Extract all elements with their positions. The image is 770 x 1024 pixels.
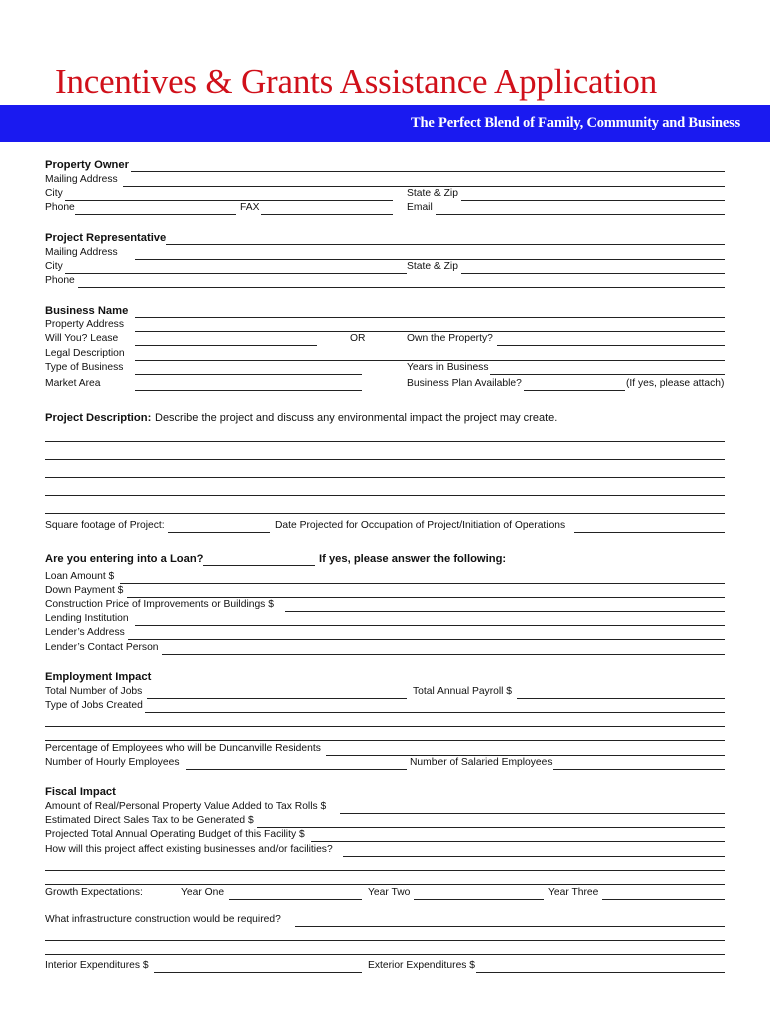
year-one-label: Year One <box>181 887 225 898</box>
property-owner-field[interactable] <box>131 171 725 172</box>
project-representative-field[interactable] <box>166 244 725 245</box>
type-of-jobs-field[interactable] <box>145 712 725 713</box>
lease-label: Will You? Lease <box>45 333 119 344</box>
salaried-employees-field[interactable] <box>553 769 725 770</box>
employment-impact-heading: Employment Impact <box>45 671 152 683</box>
construction-price-label: Construction Price of Improvements or Buildings $ <box>45 599 274 610</box>
property-owner-heading: Property Owner <box>45 159 129 171</box>
lease-row <box>0 332 770 347</box>
business-plan-label: Business Plan Available? <box>407 378 522 389</box>
hourly-employees-field[interactable] <box>186 769 407 770</box>
sales-tax-row <box>0 814 770 829</box>
total-payroll-label: Total Annual Payroll $ <box>413 686 513 697</box>
operating-budget-label: Projected Total Annual Operating Budget of this Facility $ <box>45 829 305 840</box>
down-payment-row <box>0 584 770 599</box>
owner-fax-field[interactable] <box>261 214 393 215</box>
owner-fax-label: FAX <box>240 202 260 213</box>
rep-city-row <box>0 260 770 275</box>
construction-price-row <box>0 598 770 613</box>
total-jobs-label: Total Number of Jobs <box>45 686 143 697</box>
market-area-label: Market Area <box>45 378 101 389</box>
square-footage-field[interactable] <box>168 532 270 533</box>
infrastructure-label: What infrastructure construction would be required? <box>45 914 281 925</box>
hourly-employees-label: Number of Hourly Employees <box>45 757 180 768</box>
market-area-field[interactable] <box>135 390 362 391</box>
type-of-jobs-row <box>0 699 770 714</box>
legal-description-label: Legal Description <box>45 348 125 359</box>
project-description-line-5[interactable] <box>45 513 725 514</box>
owner-city-row <box>0 187 770 202</box>
lending-institution-row <box>0 612 770 627</box>
owner-city-label: City <box>45 188 63 199</box>
affect-businesses-field[interactable] <box>343 856 725 857</box>
hourly-employees-row <box>0 756 770 771</box>
exterior-expenditures-field[interactable] <box>476 972 725 973</box>
square-footage-label: Square footage of Project: <box>45 520 165 531</box>
rep-phone-label: Phone <box>45 275 75 286</box>
project-description-line-3[interactable] <box>45 477 725 478</box>
loan-if-yes-label: If yes, please answer the following: <box>319 553 507 565</box>
loan-amount-row <box>0 570 770 585</box>
rep-mailing-row <box>0 246 770 261</box>
type-of-business-row <box>0 361 770 376</box>
project-description-row <box>0 411 770 426</box>
exterior-expenditures-label: Exterior Expenditures $ <box>368 960 476 971</box>
own-property-field[interactable] <box>497 345 725 346</box>
infrastructure-line-2[interactable] <box>45 940 725 941</box>
fiscal-impact-heading: Fiscal Impact <box>45 786 116 798</box>
square-footage-row <box>0 519 770 534</box>
interior-expenditures-field[interactable] <box>154 972 362 973</box>
lenders-contact-label: Lender’s Contact Person <box>45 642 159 653</box>
or-label: OR <box>350 333 366 344</box>
lenders-address-field[interactable] <box>128 639 725 640</box>
infrastructure-field[interactable] <box>295 926 725 927</box>
business-plan-field[interactable] <box>524 390 625 391</box>
employment-heading-row <box>0 670 770 685</box>
infrastructure-line-3[interactable] <box>45 954 725 955</box>
year-two-label: Year Two <box>368 887 411 898</box>
rep-state-zip-label: State & Zip <box>407 261 458 272</box>
affect-businesses-row <box>0 843 770 858</box>
type-of-jobs-label: Type of Jobs Created <box>45 700 143 711</box>
operating-budget-field[interactable] <box>311 841 725 842</box>
date-projected-label: Date Projected for Occupation of Project/Initiation of Operations <box>275 520 566 531</box>
form-title: Incentives & Grants Assistance Application <box>55 62 658 101</box>
rep-mailing-label: Mailing Address <box>45 247 118 258</box>
year-one-field[interactable] <box>229 899 362 900</box>
lenders-address-label: Lender’s Address <box>45 627 125 638</box>
project-description-line-1[interactable] <box>45 441 725 442</box>
rep-phone-row <box>0 274 770 289</box>
project-description-line-2[interactable] <box>45 459 725 460</box>
property-address-label: Property Address <box>45 319 124 330</box>
owner-mailing-label: Mailing Address <box>45 174 118 185</box>
lenders-address-row <box>0 626 770 641</box>
total-jobs-row <box>0 685 770 700</box>
percentage-residents-label: Percentage of Employees who will be Duncanville Residents <box>45 743 321 754</box>
rep-phone-field[interactable] <box>78 287 725 288</box>
type-of-jobs-line-3[interactable] <box>45 740 725 741</box>
legal-description-row <box>0 347 770 362</box>
growth-expectations-label: Growth Expectations: <box>45 887 143 898</box>
owner-email-field[interactable] <box>436 214 725 215</box>
market-area-row <box>0 377 770 392</box>
owner-state-zip-label: State & Zip <box>407 188 458 199</box>
owner-phone-field[interactable] <box>75 214 236 215</box>
owner-email-label: Email <box>407 202 433 213</box>
business-name-heading: Business Name <box>45 305 129 317</box>
loan-amount-label: Loan Amount $ <box>45 571 115 582</box>
loan-question: Are you entering into a Loan? <box>45 553 204 565</box>
growth-row <box>0 886 770 901</box>
if-yes-attach-label: (If yes, please attach) <box>626 378 725 389</box>
property-value-label: Amount of Real/Personal Property Value Added to Tax Rolls $ <box>45 801 327 812</box>
business-row <box>0 304 770 319</box>
rep-city-label: City <box>45 261 63 272</box>
property-value-row <box>0 800 770 815</box>
affect-businesses-label: How will this project affect existing businesses and/or facilities? <box>45 844 333 855</box>
affect-businesses-line-2[interactable] <box>45 870 725 871</box>
lending-institution-label: Lending Institution <box>45 613 129 624</box>
type-of-jobs-line-2[interactable] <box>45 726 725 727</box>
owner-phone-row <box>0 201 770 216</box>
down-payment-label: Down Payment $ <box>45 585 124 596</box>
lease-field[interactable] <box>135 345 317 346</box>
infrastructure-row <box>0 913 770 928</box>
salaried-employees-label: Number of Salaried Employees <box>410 757 553 768</box>
expenditures-row <box>0 959 770 974</box>
years-in-business-field[interactable] <box>490 374 725 375</box>
lenders-contact-field[interactable] <box>162 654 725 655</box>
project-description-heading: Project Description: <box>45 412 152 424</box>
percentage-residents-row <box>0 742 770 757</box>
owner-phone-label: Phone <box>45 202 75 213</box>
year-three-label: Year Three <box>548 887 599 898</box>
property-owner-row <box>0 158 770 173</box>
years-in-business-label: Years in Business <box>407 362 489 373</box>
affect-businesses-line-3[interactable] <box>45 884 725 885</box>
own-property-label: Own the Property? <box>407 333 493 344</box>
loan-row <box>0 552 770 567</box>
owner-mailing-row <box>0 173 770 188</box>
lenders-contact-row <box>0 641 770 656</box>
interior-expenditures-label: Interior Expenditures $ <box>45 960 149 971</box>
rep-row <box>0 231 770 246</box>
header-banner <box>0 105 770 142</box>
year-two-field[interactable] <box>414 899 544 900</box>
loan-answer-field[interactable] <box>203 565 315 566</box>
project-representative-heading: Project Representative <box>45 232 167 244</box>
date-projected-field[interactable] <box>574 532 725 533</box>
tagline: The Perfect Blend of Family, Community and Business <box>411 115 740 131</box>
sales-tax-label: Estimated Direct Sales Tax to be Generated $ <box>45 815 254 826</box>
operating-budget-row <box>0 828 770 843</box>
type-of-business-label: Type of Business <box>45 362 124 373</box>
property-address-row <box>0 318 770 333</box>
fiscal-heading-row <box>0 785 770 800</box>
year-three-field[interactable] <box>602 899 725 900</box>
project-description-line-4[interactable] <box>45 495 725 496</box>
type-of-business-field[interactable] <box>135 374 362 375</box>
project-description-instructions: Describe the project and discuss any environmental impact the project may create. <box>155 412 558 424</box>
